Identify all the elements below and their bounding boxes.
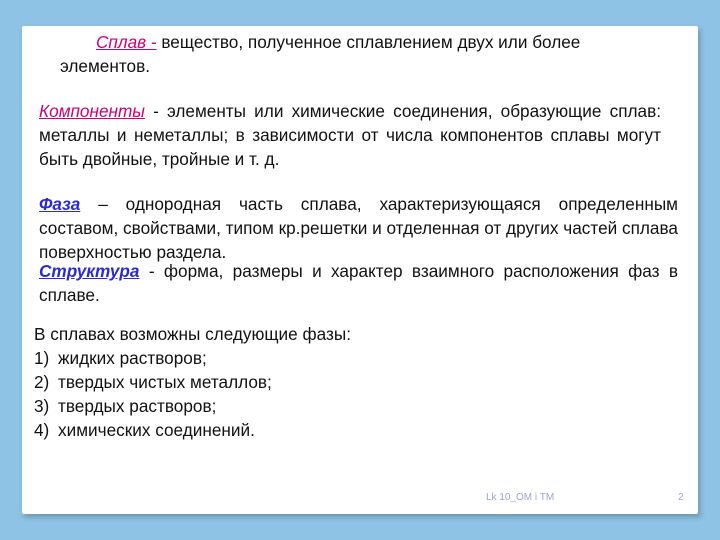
structure-term: Структура bbox=[39, 261, 140, 281]
list-item bbox=[34, 346, 534, 370]
phase-term: Фаза bbox=[39, 194, 81, 214]
list-item-number: 2) bbox=[34, 372, 50, 392]
alloy-definition bbox=[60, 30, 670, 78]
alloy-term: Сплав - bbox=[96, 32, 157, 52]
phases-list bbox=[34, 346, 534, 442]
alloy-text: вещество, полученное сплавлением двух или более элементов. bbox=[60, 32, 581, 76]
page-number: 2 bbox=[678, 492, 684, 503]
components-term: Компоненты bbox=[39, 101, 145, 121]
components-definition bbox=[39, 99, 661, 171]
list-item-number: 1) bbox=[34, 348, 50, 368]
structure-text: - форма, размеры и характер взаимного расположения фаз в сплаве. bbox=[39, 261, 678, 305]
list-item-text: жидких растворов; bbox=[58, 348, 207, 368]
slide bbox=[22, 26, 698, 514]
list-item-number: 4) bbox=[34, 420, 50, 440]
phases-intro: В сплавах возможны следующие фазы: bbox=[34, 324, 351, 344]
list-item bbox=[34, 418, 534, 442]
phase-definition bbox=[39, 192, 678, 264]
list-item bbox=[34, 370, 534, 394]
list-item-text: твердых растворов; bbox=[58, 396, 217, 416]
components-text: - элементы или химические соединения, образующие сплав: металлы и неметаллы; в зависимости от числа компонентов сплавы могут быть двойные, тройные и т. д. bbox=[39, 101, 661, 169]
phase-text: – однородная часть сплава, характеризующаяся определенным составом, свойствами, типом кр.решетки и отделенная от других частей сплава поверхностью раздела. bbox=[39, 194, 678, 262]
phases-block bbox=[34, 322, 534, 442]
list-item bbox=[34, 394, 534, 418]
list-item-text: химических соединений. bbox=[58, 420, 255, 440]
footer-label: Lk 10_OM i TM bbox=[486, 492, 555, 503]
list-item-number: 3) bbox=[34, 396, 50, 416]
structure-definition bbox=[39, 259, 678, 307]
list-item-text: твердых чистых металлов; bbox=[58, 372, 272, 392]
